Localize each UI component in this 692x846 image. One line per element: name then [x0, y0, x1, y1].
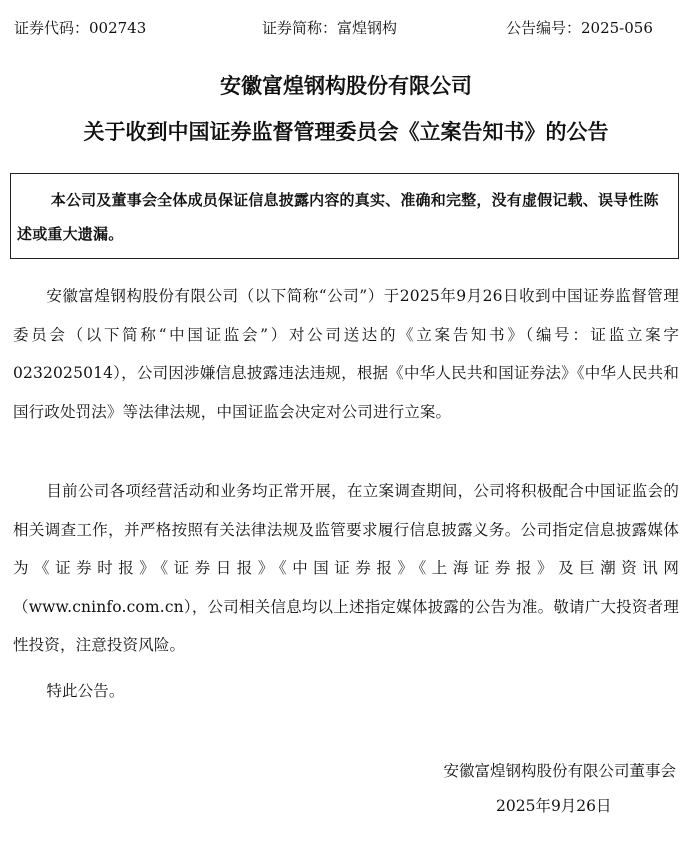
signature-board: 安徽富煌钢构股份有限公司董事会 — [443, 762, 676, 780]
disclosure-statement-box: 本公司及董事会全体成员保证信息披露内容的真实、准确和完整，没有虚假记载、误导性陈述或重大遗漏。 — [10, 173, 679, 259]
company-title: 安徽富煌钢构股份有限公司 — [220, 74, 472, 98]
stock-short-name: 证券简称：富煌钢构 — [262, 19, 398, 37]
body-paragraph-2: 目前公司各项经营活动和业务均正常开展，在立案调查期间，公司将积极配合中国证监会的相关调查工作，并严格按照有关法律法规及监管要求履行信息披露义务。公司指定信息披露媒体为《证券时报》《证券日报》《中国证券报》《上海证券报》及巨潮资讯网（www.cninfo.com.cn），公司相关信息均以上述指定媒体披露的公告为准。敬请广大投资者理性投资，注意投资风险。 — [13, 482, 679, 654]
body-paragraph-1: 安徽富煌钢构股份有限公司（以下简称“公司”）于2025年9月26日收到中国证券监督管理委员会（以下简称“中国证监会”）对公司送达的《立案告知书》（编号：证监立案字0232025014），公司因涉嫌信息披露违法违规，根据《中华人民共和国证券法》《中华人民共和国行政处罚法》等法律法规，中国证监会决定对公司进行立案。 — [13, 287, 679, 421]
stock-code: 证券代码：002743 — [14, 19, 147, 37]
closing-statement: 特此公告。 — [46, 682, 125, 700]
announcement-title: 关于收到中国证券监督管理委员会《立案告知书》的公告 — [83, 120, 609, 144]
announcement-number: 公告编号：2025-056 — [506, 19, 653, 37]
signature-date: 2025年9月26日 — [496, 797, 612, 815]
